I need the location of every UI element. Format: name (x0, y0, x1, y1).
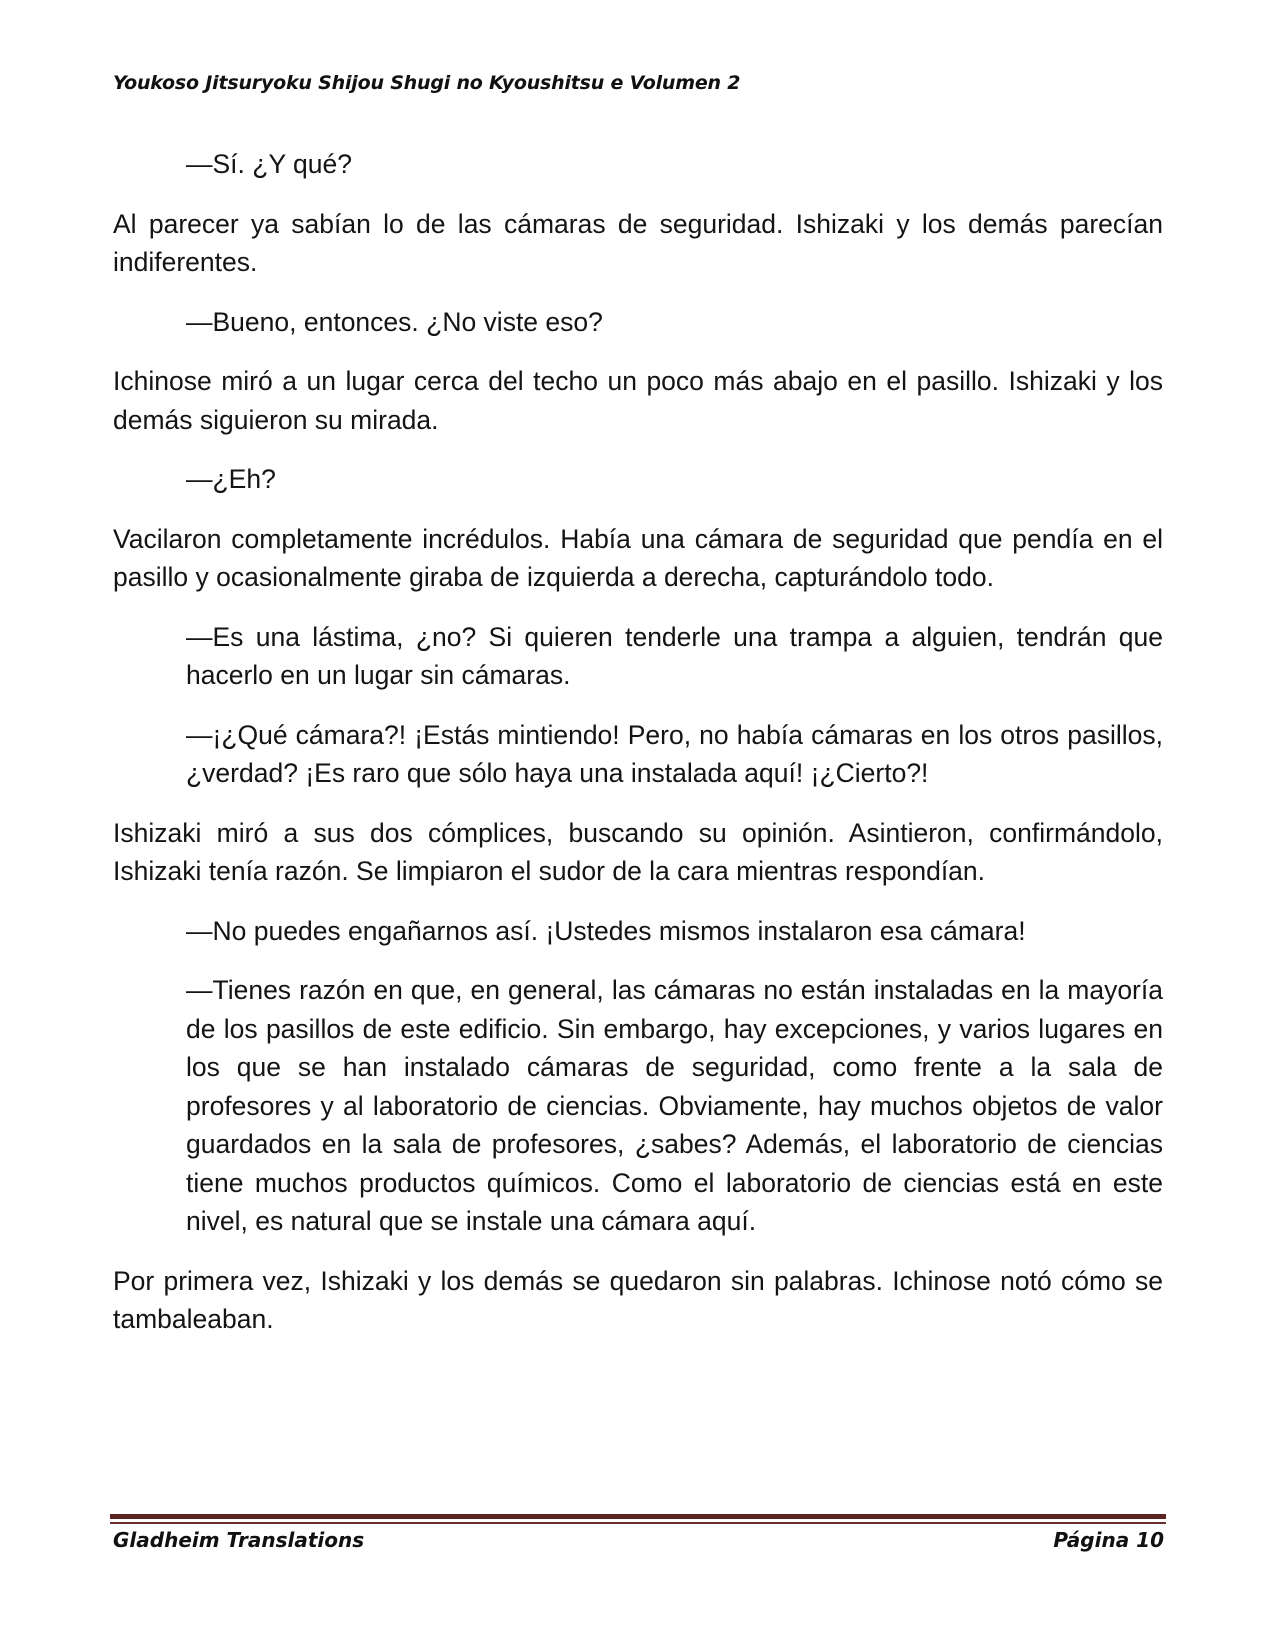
running-header: Youkoso Jitsuryoku Shijou Shugi no Kyoushitsu e Volumen 2 (113, 72, 741, 94)
paragraph-dialogue: —Tienes razón en que, en general, las cámaras no están instaladas en la mayoría de los pasillos de este edificio. Sin embargo, hay excepciones, y varios lugares en los que se han instalado cámaras de seguridad, como frente a la sala de profesores y al laboratorio de ciencias. Obviamente, hay muchos objetos de valor guardados en la sala de profesores, ¿sabes? Además, el laboratorio de ciencias tiene muchos productos químicos. Como el laboratorio de ciencias está en este nivel, es natural que se instale una cámara aquí. (186, 975, 1163, 1236)
paragraph-narration: Por primera vez, Ishizaki y los demás se quedaron sin palabras. Ichinose notó cómo se tambaleaban. (113, 1265, 1163, 1334)
paragraph-dialogue: —¿Eh? (186, 464, 276, 494)
paragraph-dialogue: —No puedes engañarnos así. ¡Ustedes mismos instalaron esa cámara! (186, 915, 1026, 946)
footer-divider-thick (110, 1514, 1166, 1519)
paragraph-dialogue: —Sí. ¿Y qué? (186, 149, 352, 179)
paragraph-narration: Ishizaki miró a sus dos cómplices, buscando su opinión. Asintieron, confirmándolo, Ishizaki tenía razón. Se limpiaron el sudor de la cara mientras respondían. (113, 817, 1163, 886)
footer-page-number: Página 10 (1053, 1528, 1164, 1552)
page-body (113, 145, 1163, 1360)
paragraph-narration: Vacilaron completamente incrédulos. Había una cámara de seguridad que pendía en el pasillo y ocasionalmente giraba de izquierda a derecha, capturándolo todo. (113, 523, 1163, 592)
footer-divider-thin (110, 1522, 1166, 1524)
footer-publisher: Gladheim Translations (113, 1528, 365, 1552)
paragraph-dialogue: —¡¿Qué cámara?! ¡Estás mintiendo! Pero, no había cámaras en los otros pasillos, ¿verdad? ¡Es raro que sólo haya una instalada aquí! ¡¿Cierto?! (186, 719, 1163, 788)
paragraph-dialogue: —Bueno, entonces. ¿No viste eso? (186, 306, 603, 337)
paragraph-narration: Ichinose miró a un lugar cerca del techo un poco más abajo en el pasillo. Ishizaki y los demás siguieron su mirada. (113, 366, 1163, 435)
paragraph-narration: Al parecer ya sabían lo de las cámaras de seguridad. Ishizaki y los demás parecían indiferentes. (113, 208, 1163, 277)
paragraph-dialogue: —Es una lástima, ¿no? Si quieren tenderle una trampa a alguien, tendrán que hacerlo en un lugar sin cámaras. (186, 621, 1163, 690)
